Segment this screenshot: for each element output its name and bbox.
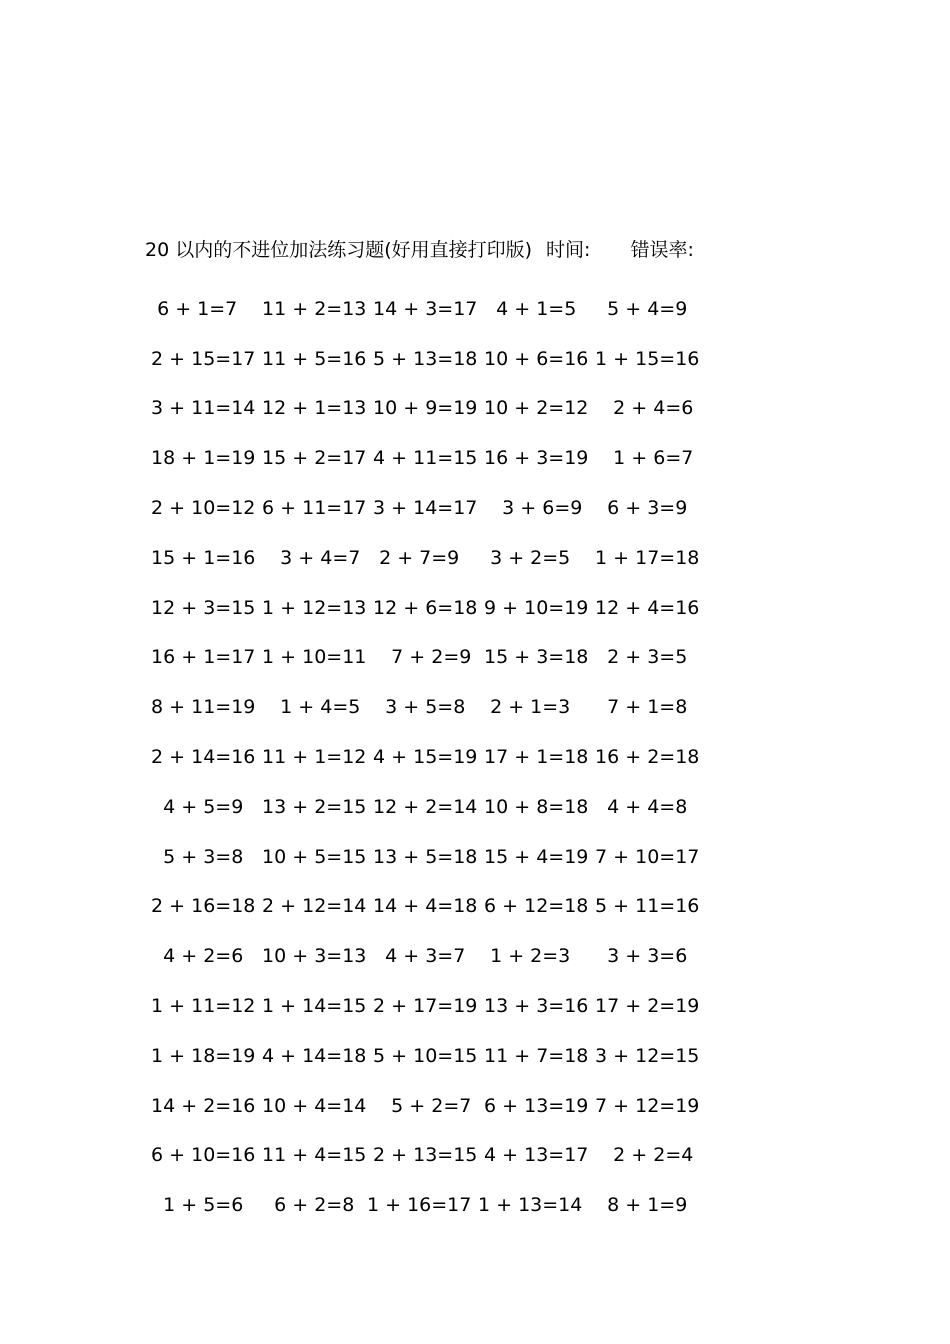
- problem-cell: 6 + 11=17: [256, 497, 367, 520]
- problem-row: [145, 1081, 705, 1131]
- problem-grid: [145, 284, 705, 1230]
- problem-cell: 13 + 5=18: [367, 845, 478, 868]
- problem-cell: 18 + 1=19: [145, 447, 256, 470]
- problem-cell: 10 + 9=19: [367, 397, 478, 420]
- problem-row: [145, 981, 705, 1031]
- problem-cell: 10 + 2=12: [478, 397, 589, 420]
- problem-cell: 3 + 2=5: [478, 546, 571, 569]
- problem-cell: 4 + 5=9: [145, 795, 244, 818]
- problem-cell: 4 + 1=5: [478, 297, 577, 320]
- time-label: 时间:: [546, 239, 591, 261]
- problem-row: [145, 882, 705, 932]
- problem-cell: 1 + 13=14: [478, 1194, 583, 1217]
- problem-cell: 14 + 4=18: [367, 895, 478, 918]
- problem-cell: 5 + 4=9: [589, 297, 688, 320]
- problem-cell: 6 + 13=19: [478, 1094, 589, 1117]
- problem-cell: 5 + 11=16: [589, 895, 700, 918]
- problem-row: [145, 284, 705, 334]
- problem-cell: 11 + 2=13: [256, 297, 367, 320]
- problem-row: [145, 782, 705, 832]
- problem-row: [145, 1131, 705, 1181]
- problem-cell: 9 + 10=19: [478, 596, 589, 619]
- problem-cell: 7 + 1=8: [589, 696, 688, 719]
- problem-cell: 5 + 2=7: [367, 1094, 472, 1117]
- problem-cell: 2 + 17=19: [367, 995, 478, 1018]
- problem-cell: 3 + 3=6: [589, 945, 688, 968]
- problem-cell: 1 + 10=11: [256, 646, 367, 669]
- problem-row: [145, 433, 705, 483]
- problem-cell: 2 + 12=14: [256, 895, 367, 918]
- problem-cell: 5 + 13=18: [367, 347, 478, 370]
- problem-row: [145, 583, 705, 633]
- problem-row: [145, 483, 705, 533]
- problem-cell: 10 + 8=18: [478, 795, 589, 818]
- error-rate-label: 错误率:: [630, 239, 694, 261]
- problem-cell: 10 + 6=16: [478, 347, 589, 370]
- problem-cell: 1 + 17=18: [589, 546, 700, 569]
- problem-cell: 15 + 3=18: [478, 646, 589, 669]
- problem-cell: 11 + 1=12: [256, 746, 367, 769]
- problem-row: [145, 1031, 705, 1081]
- problem-cell: 2 + 16=18: [145, 895, 256, 918]
- problem-cell: 2 + 3=5: [589, 646, 688, 669]
- problem-cell: 1 + 16=17: [367, 1194, 472, 1217]
- problem-cell: 2 + 10=12: [145, 497, 256, 520]
- problem-cell: 4 + 14=18: [256, 1044, 367, 1067]
- problem-cell: 10 + 4=14: [256, 1094, 367, 1117]
- problem-cell: 12 + 4=16: [589, 596, 700, 619]
- problem-cell: 10 + 5=15: [256, 845, 367, 868]
- problem-cell: 3 + 12=15: [589, 1044, 700, 1067]
- problem-row: [145, 732, 705, 782]
- problem-row: [145, 1180, 705, 1230]
- problem-cell: 14 + 3=17: [367, 297, 478, 320]
- problem-cell: 4 + 4=8: [589, 795, 688, 818]
- problem-cell: 15 + 4=19: [478, 845, 589, 868]
- problem-cell: 16 + 2=18: [589, 746, 700, 769]
- problem-row: [145, 533, 705, 583]
- problem-cell: 12 + 6=18: [367, 596, 478, 619]
- problem-cell: 7 + 12=19: [589, 1094, 700, 1117]
- worksheet-title: 20 以内的不进位加法练习题(好用直接打印版): [145, 239, 533, 261]
- problem-cell: 2 + 7=9: [367, 546, 460, 569]
- problem-row: [145, 931, 705, 981]
- problem-cell: 13 + 3=16: [478, 995, 589, 1018]
- problem-cell: 6 + 10=16: [145, 1144, 256, 1167]
- problem-cell: 6 + 1=7: [145, 297, 238, 320]
- problem-cell: 11 + 4=15: [256, 1144, 367, 1167]
- problem-row: [145, 334, 705, 384]
- problem-cell: 1 + 14=15: [256, 995, 367, 1018]
- problem-cell: 3 + 6=9: [478, 497, 583, 520]
- problem-cell: 1 + 18=19: [145, 1044, 256, 1067]
- problem-cell: 11 + 7=18: [478, 1044, 589, 1067]
- problem-cell: 8 + 11=19: [145, 696, 256, 719]
- problem-cell: 12 + 1=13: [256, 397, 367, 420]
- problem-row: [145, 633, 705, 683]
- problem-cell: 11 + 5=16: [256, 347, 367, 370]
- problem-row: [145, 384, 705, 434]
- problem-cell: 2 + 4=6: [589, 397, 694, 420]
- problem-cell: 3 + 5=8: [367, 696, 466, 719]
- problem-cell: 16 + 1=17: [145, 646, 256, 669]
- problem-cell: 17 + 2=19: [589, 995, 700, 1018]
- problem-cell: 15 + 2=17: [256, 447, 367, 470]
- problem-cell: 1 + 6=7: [589, 447, 694, 470]
- problem-cell: 7 + 2=9: [367, 646, 472, 669]
- problem-cell: 2 + 13=15: [367, 1144, 478, 1167]
- problem-cell: 2 + 1=3: [478, 696, 571, 719]
- problem-cell: 2 + 2=4: [589, 1144, 694, 1167]
- problem-cell: 10 + 3=13: [256, 945, 367, 968]
- problem-cell: 12 + 3=15: [145, 596, 256, 619]
- problem-cell: 3 + 11=14: [145, 397, 256, 420]
- problem-cell: 3 + 14=17: [367, 497, 478, 520]
- problem-cell: 6 + 3=9: [589, 497, 688, 520]
- problem-cell: 2 + 14=16: [145, 746, 256, 769]
- problem-cell: 1 + 15=16: [589, 347, 700, 370]
- problem-row: [145, 832, 705, 882]
- problem-cell: 1 + 11=12: [145, 995, 256, 1018]
- problem-cell: 1 + 12=13: [256, 596, 367, 619]
- problem-cell: 3 + 4=7: [256, 546, 361, 569]
- problem-cell: 15 + 1=16: [145, 546, 256, 569]
- problem-cell: 4 + 11=15: [367, 447, 478, 470]
- problem-cell: 2 + 15=17: [145, 347, 256, 370]
- problem-cell: 4 + 15=19: [367, 746, 478, 769]
- problem-cell: 1 + 4=5: [256, 696, 361, 719]
- problem-cell: 13 + 2=15: [256, 795, 367, 818]
- problem-cell: 16 + 3=19: [478, 447, 589, 470]
- problem-cell: 4 + 2=6: [145, 945, 244, 968]
- problem-cell: 6 + 12=18: [478, 895, 589, 918]
- problem-cell: 1 + 5=6: [145, 1194, 244, 1217]
- problem-cell: 6 + 2=8: [256, 1194, 355, 1217]
- problem-row: [145, 682, 705, 732]
- problem-cell: 17 + 1=18: [478, 746, 589, 769]
- problem-cell: 14 + 2=16: [145, 1094, 256, 1117]
- problem-cell: 1 + 2=3: [478, 945, 571, 968]
- problem-cell: 5 + 3=8: [145, 845, 244, 868]
- problem-cell: 4 + 13=17: [478, 1144, 589, 1167]
- problem-cell: 8 + 1=9: [589, 1194, 688, 1217]
- problem-cell: 4 + 3=7: [367, 945, 466, 968]
- problem-cell: 7 + 10=17: [589, 845, 700, 868]
- problem-cell: 5 + 10=15: [367, 1044, 478, 1067]
- worksheet-header: [145, 236, 694, 264]
- problem-cell: 12 + 2=14: [367, 795, 478, 818]
